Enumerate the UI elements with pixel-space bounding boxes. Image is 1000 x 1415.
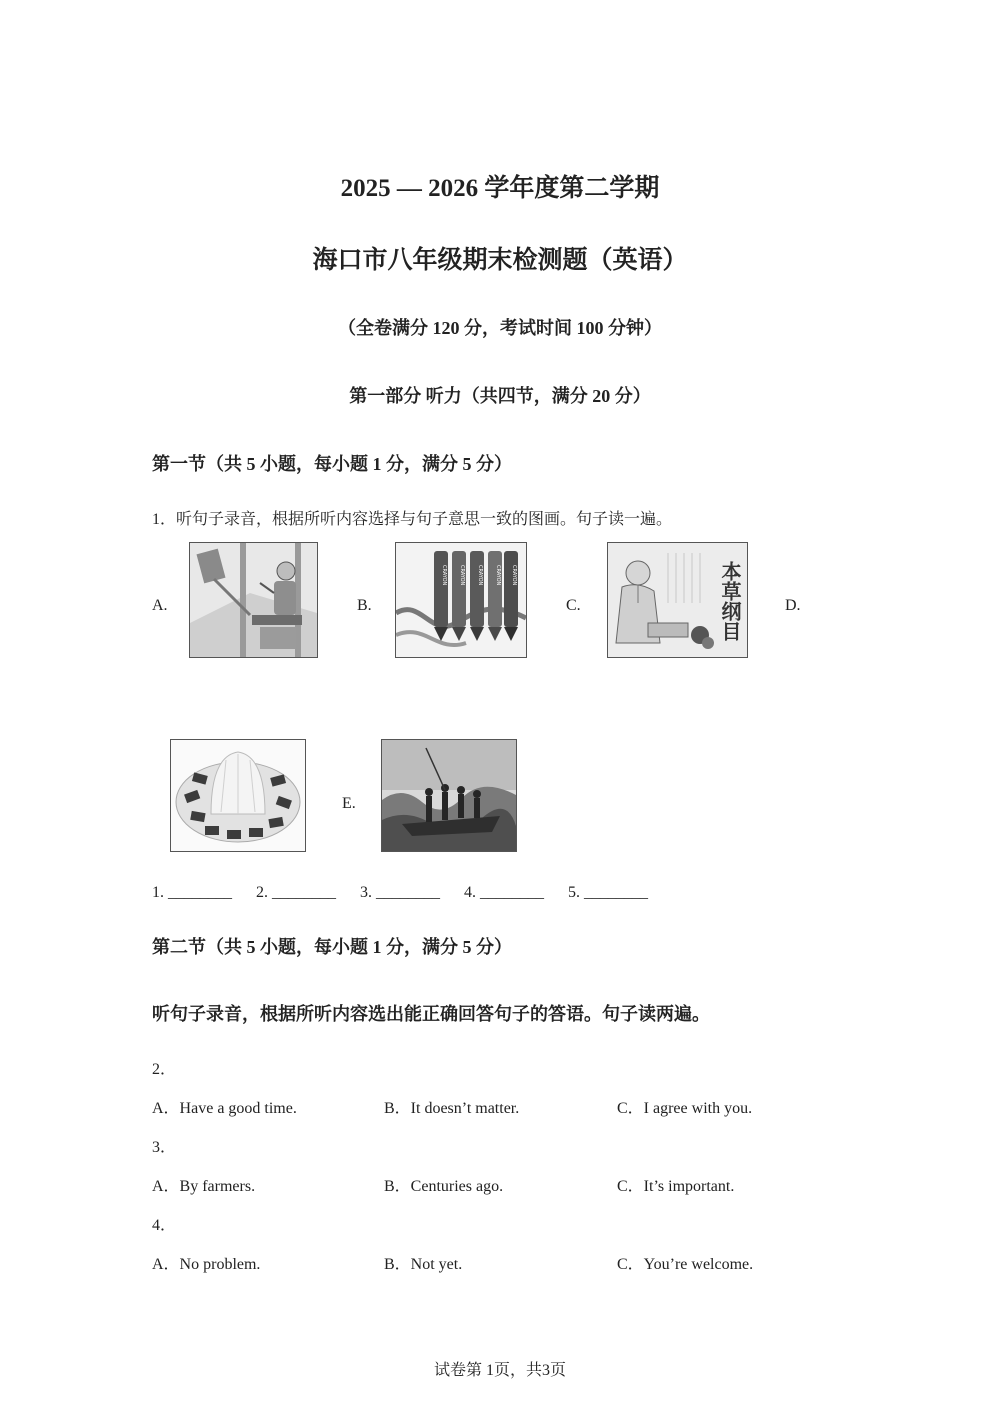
question-4-option-b[interactable]: B．Not yet. bbox=[384, 1256, 463, 1273]
question-2-option-c[interactable]: C．I agree with you. bbox=[617, 1100, 753, 1117]
answer-blank-5[interactable]: 5. ________ bbox=[568, 884, 648, 901]
question-2-option-a[interactable]: A．Have a good time. bbox=[152, 1100, 297, 1117]
question-number-3: 3． bbox=[152, 1139, 177, 1156]
answer-blanks-row bbox=[152, 884, 672, 902]
question-number-2: 2． bbox=[152, 1061, 177, 1078]
question-3-option-c[interactable]: C．It’s important. bbox=[617, 1178, 735, 1195]
answer-blank-2[interactable]: 2. ________ bbox=[256, 884, 336, 901]
part-one-title: 第一部分 听力（共四节，满分 20 分） bbox=[349, 386, 651, 406]
exam-info: （全卷满分 120 分，考试时间 100 分钟） bbox=[338, 318, 662, 338]
picture-label-d: D. bbox=[785, 597, 801, 614]
question-4-option-a[interactable]: A．No problem. bbox=[152, 1256, 261, 1273]
section-one-heading: 第一节（共 5 小题，每小题 1 分，满分 5 分） bbox=[152, 454, 512, 474]
picture-label-a: A. bbox=[152, 597, 168, 614]
dessert-with-chocolates-picture bbox=[170, 739, 306, 852]
question-4-option-c[interactable]: C．You’re welcome. bbox=[617, 1256, 754, 1273]
window-cleaner-picture bbox=[189, 542, 318, 658]
exam-title-name: 海口市八年级期末检测题（英语） bbox=[312, 247, 688, 274]
question-3-option-b[interactable]: B．Centuries ago. bbox=[384, 1178, 504, 1195]
question-2-option-b[interactable]: B．It doesn’t matter. bbox=[384, 1100, 520, 1117]
section-two-heading: 第二节（共 5 小题，每小题 1 分，满分 5 分） bbox=[152, 937, 512, 957]
section-two-instruction: 听句子录音，根据所听内容选出能正确回答句子的答语。句子读两遍。 bbox=[152, 1004, 710, 1024]
page-number-footer: 试卷第 1页，共3页 bbox=[433, 1362, 566, 1379]
crayon-label: CRAYON bbox=[441, 565, 447, 586]
crayon-label: CRAYON bbox=[495, 565, 501, 586]
answer-blank-3[interactable]: 3. ________ bbox=[360, 884, 440, 901]
question-number-4: 4． bbox=[152, 1217, 177, 1234]
herbalist-scroll-picture bbox=[607, 542, 748, 658]
fishermen-boat-picture bbox=[381, 739, 517, 852]
crayons-picture bbox=[395, 542, 527, 658]
crayon-label: CRAYON bbox=[459, 565, 465, 586]
picture-label-b: B. bbox=[357, 597, 372, 614]
crayon-label: CRAYON bbox=[477, 565, 483, 586]
picture-label-e: E. bbox=[342, 795, 356, 812]
answer-blank-4[interactable]: 4. ________ bbox=[464, 884, 544, 901]
picture-label-c: C. bbox=[566, 597, 581, 614]
calligraphy-text: 本草纲目 bbox=[718, 561, 742, 641]
question-3-option-a[interactable]: A．By farmers. bbox=[152, 1178, 256, 1195]
exam-title-year: 2025 — 2026 学年度第二学期 bbox=[340, 175, 660, 202]
section-one-instruction: 1．听句子录音，根据所听内容选择与句子意思一致的图画。句子读一遍。 bbox=[152, 511, 673, 528]
answer-blank-1[interactable]: 1. ________ bbox=[152, 884, 232, 901]
crayon-label: CRAYON bbox=[511, 565, 517, 586]
